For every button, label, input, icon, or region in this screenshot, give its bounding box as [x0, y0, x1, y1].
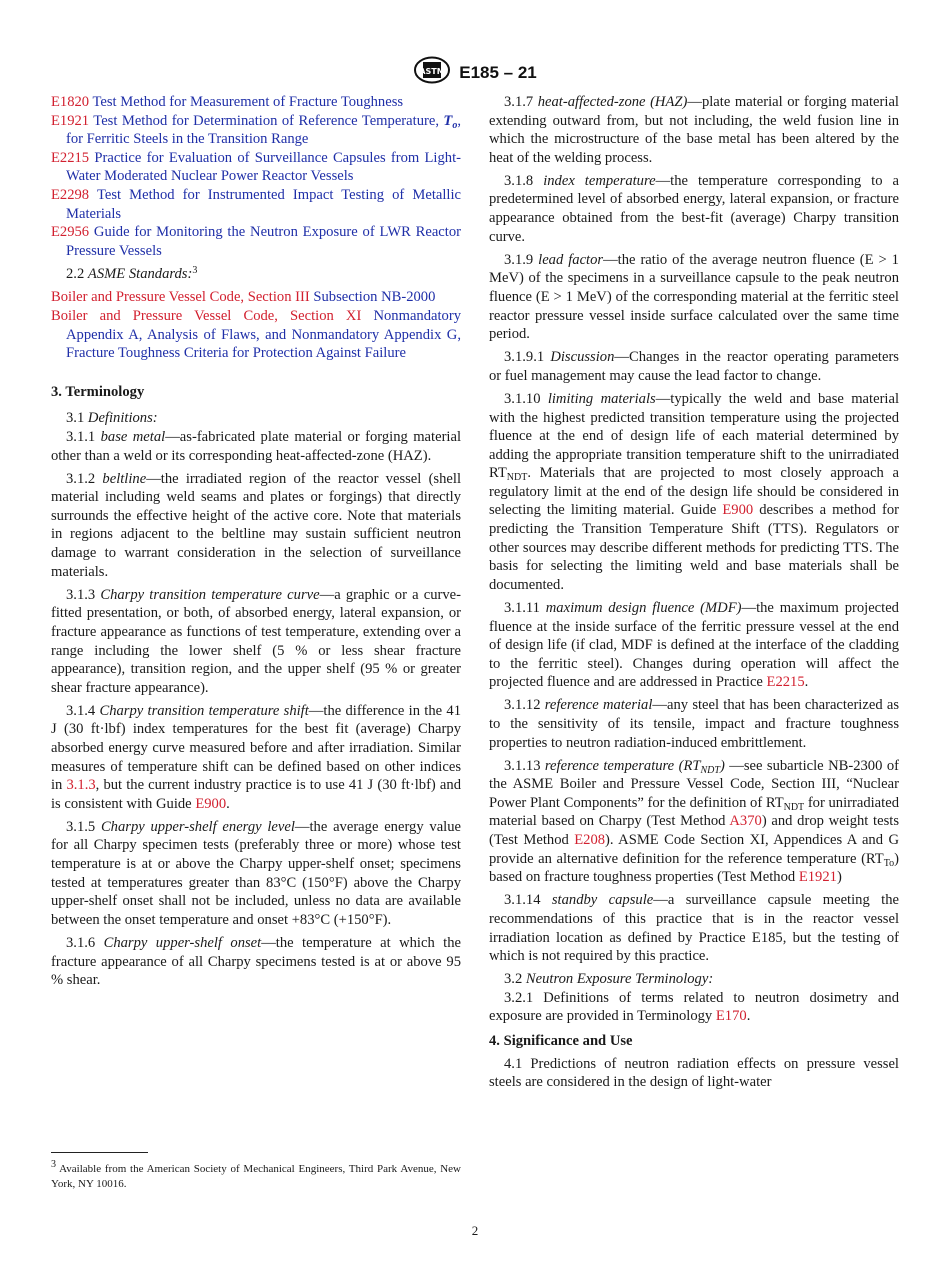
paragraph-4-1: 4.1 Predictions of neutron radiation effects on pressure vessel steels are considered in the design of light-water — [489, 1055, 899, 1091]
section-4-heading: 4. Significance and Use — [489, 1033, 633, 1049]
footnote-divider — [51, 1152, 148, 1153]
reference-e2215[interactable]: E2215 Practice for Evaluation of Surveillance Capsules from Light-Water Moderated Nuclear Power Reactor Vessels — [51, 149, 461, 185]
paragraph-3-1-11: 3.1.11 maximum design fluence (MDF)—the maximum projected fluence at the inside surface of the ferritic pressure vessel at the end of design life (if clad, MDF is defined at the interface of the cladding to the ferritic steel). Changes during operation will affect the projected fluence and are addressed in Practice E2215. — [489, 599, 899, 691]
link-e208[interactable]: E208 — [574, 832, 606, 849]
link-e900[interactable]: E900 — [722, 502, 754, 519]
reference-e1820[interactable]: E1820 Test Method for Measurement of Fracture Toughness — [51, 94, 404, 110]
paragraph-3-2: 3.2 Neutron Exposure Terminology: — [504, 971, 714, 988]
link-e900[interactable]: E900 — [195, 795, 227, 812]
paragraph-3-1-9-1: 3.1.9.1 Discussion—Changes in the reactor operating parameters or fuel management may cause the lead factor to change. — [489, 349, 899, 384]
page-number: 2 — [471, 1223, 479, 1238]
svg-text:ASTM: ASTM — [419, 67, 445, 76]
paragraph-3-1-3: 3.1.3 Charpy transition temperature curve—a graphic or a curve-fitted presentation, or both, of absorbed energy, lateral expansion, or fracture appearance as functions of test temperature, extending over a range including the lower shelf (5 % or less shear fracture appearance), transition region, and the upper shelf (95 % or greater shear fracture appearance). — [51, 586, 461, 696]
paragraph-3-1-13: 3.1.13 reference temperature $(RT_{NDT})$ —see subarticle NB-2300 of the ASME Boiler and Pressure Vessel Code, Section III, “Nuclear Power Plant Components” for the definition of $RT_{NDT}$ for unirradiated material based on Charpy (Test Method A370) and drop weight tests (Test Method E208). ASME Code Section XI, Appendices A and G provide an alternative definition for the reference temperature $(RT_{To})$ based on fracture toughness properties (Test Method E1921) — [489, 757, 899, 886]
astm-logo-icon — [413, 56, 451, 90]
asme-standards-heading: 2.2 ASME Standards:$^3$ — [66, 265, 198, 283]
paragraph-3-1-2: 3.1.2 beltline—the irradiated region of the reactor vessel (shell material including weld seams and plates or forgings) that directly surrounds the effective height of the active core. Note that materials in regions adjacent to the beltline may sustain sufficient neutron damage to warrant consideration in the selection of surveillance materials. — [51, 470, 461, 580]
paragraph-3-1-1: 3.1.1 base metal—as-fabricated plate material or forging material other than a weld or its corresponding heat-affected-zone (HAZ). — [51, 429, 462, 464]
paragraph-3-1-14: 3.1.14 standby capsule—a surveillance capsule meeting the recommendations of this practice that is in the reactor vessel irradiation location as defined by Practice E185, but the testing of which is not required by this practice. — [489, 892, 899, 965]
reference-asme-section-xi[interactable]: Boiler and Pressure Vessel Code, Section XI Nonmandatory Appendix A, Analysis of Flaws, and Nonmandatory Appendix G, Fracture Toughness Criteria for Protection Against Failure — [51, 308, 461, 362]
link-a370[interactable]: A370 — [729, 813, 762, 830]
document-designation: E185 – 21 — [459, 62, 537, 82]
section-3-heading: 3. Terminology — [51, 383, 145, 400]
right-column — [489, 93, 899, 1096]
link-e1921[interactable]: E1921 — [798, 869, 837, 886]
footnote: $^3$ Available from the American Society of Mechanical Engineers, Third Park Avenue, New York, NY 10016. — [51, 1159, 461, 1190]
paragraph-3-1-10: 3.1.10 limiting materials—typically the weld and base material with the highest predicted transition temperature using the projected fluence at the end of design life of each material determined by adding the appropriate transition temperature shift to the unirradiated $RT_{NDT}$. Materials that are projected to most closely approach a regulatory limit at the end of the design life should be considered in selecting the limiting material. Guide E900 describes a method for predicting the Transition Temperature Shift (TTS). Regulators or other sources may describe different methods for predicting TTS. The basis for selecting the limiting weld and base materials shall be documented. — [489, 390, 900, 593]
reference-e2298[interactable]: E2298 Test Method for Instrumented Impact Testing of Metallic Materials — [51, 186, 461, 222]
paragraph-3-1-6: 3.1.6 Charpy upper-shelf onset—the temperature at which the fracture appearance of all Charpy specimens tested is at or above 95 % shear. — [51, 934, 461, 989]
reference-e2956[interactable]: E2956 Guide for Monitoring the Neutron Exposure of LWR Reactor Pressure Vessels — [51, 224, 461, 259]
paragraph-3-1-5: 3.1.5 Charpy upper-shelf energy level—the average energy value for all Charpy specimen tests (preferably three or more) whose test temperature is at or above the Charpy upper-shelf onset; specimens tested at temperatures greater than 83°C (150°F) above the Charpy upper-shelf onset shall not be included, unless no data are available between the onset temperature and onset +83°C (+150°F). — [51, 818, 461, 928]
paragraph-3-1-4: 3.1.4 Charpy transition temperature shift—the difference in the 41 J (30 ft·lbf) index temperatures for the best fit (average) Charpy absorbed energy curve measured before and after irradiation. Similar measures of temperature shift can be defined based on other indices in 3.1.3, but the current industry practice is to use 41 J (30 ft·lbf) and is consistent with Guide E900. — [51, 702, 461, 812]
reference-e1921[interactable]: E1921 Test Method for Determination of Reference Temperature, $T_o$, for Ferritic Steels in the Transition Range — [51, 112, 461, 148]
link-e170[interactable]: E170 — [715, 1008, 747, 1025]
link-e2215[interactable]: E2215 — [766, 674, 805, 691]
paragraph-3-1-9: 3.1.9 lead factor—the ratio of the average neutron fluence (E > 1 MeV) of the specimens in a surveillance capsule to the peak neutron fluence (E > 1 MeV) of the corresponding material at the ferritic steel reactor pressure vessel inside surface calculated over the same time period. — [489, 251, 899, 343]
paragraph-3-1: 3.1 Definitions: — [66, 410, 158, 427]
link-3-1-3[interactable]: 3.1.3 — [66, 777, 96, 794]
footnote-mark[interactable]: 3 — [192, 265, 198, 277]
paragraph-3-1-12: 3.1.12 reference material—any steel that has been characterized as to the sensitivity of its tensile, impact and fracture toughness properties to neutron radiation-induced embrittlement. — [489, 697, 899, 751]
reference-asme-section-iii[interactable]: Boiler and Pressure Vessel Code, Section III Subsection NB-2000 — [51, 289, 436, 306]
left-column — [51, 93, 461, 994]
paragraph-3-2-1: 3.2.1 Definitions of terms related to neutron dosimetry and exposure are provided in Terminology E170. — [489, 989, 899, 1025]
paragraph-3-1-8: 3.1.8 index temperature—the temperature corresponding to a predetermined level of absorbed energy, lateral expansion, or fracture appearance obtained from the best-fit (average) Charpy transition curve. — [489, 172, 899, 245]
paragraph-3-1-7: 3.1.7 heat-affected-zone (HAZ)—plate material or forging material extending outward from, but not including, the weld fusion line in which the microstructure of the base metal has been altered by the heat of the welding process. — [489, 94, 899, 166]
page-header — [0, 56, 950, 90]
